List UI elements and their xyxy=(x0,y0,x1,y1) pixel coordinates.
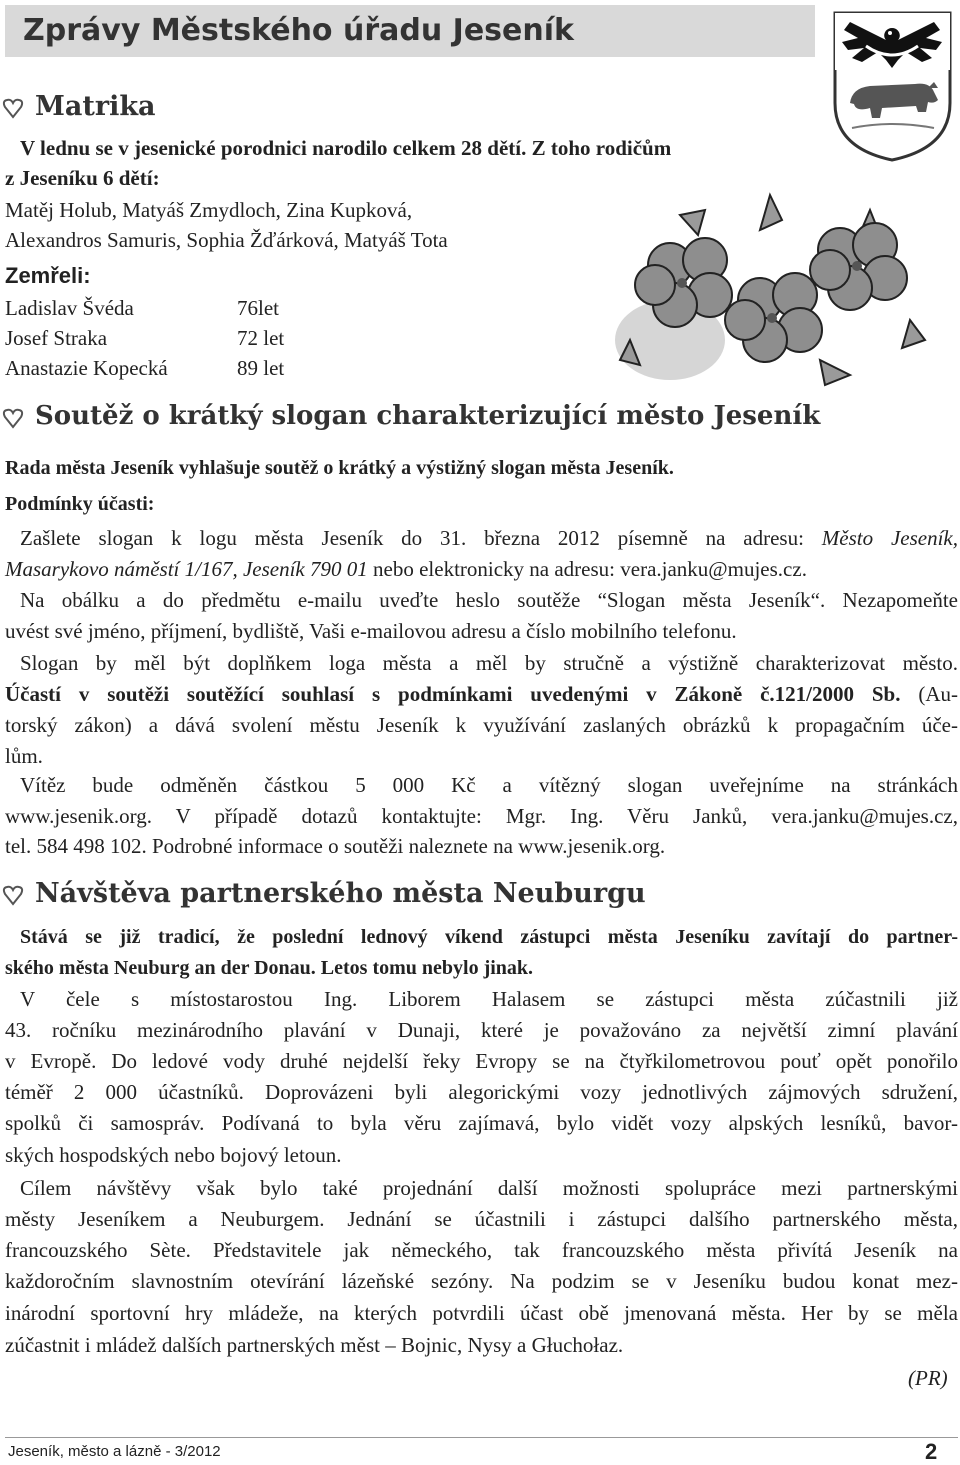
visit-lead-line: Stává se již tradicí, že poslední lednový víkend zástupci města Jeseníku zavítají do partner- xyxy=(20,926,958,948)
deceased-age: 89 let xyxy=(237,356,285,380)
contest-text-line: uvést své jméno, příjmení, bydliště, Vaši e-mailovou adresu a číslo mobilního telefonu. xyxy=(5,619,737,643)
newborns-names-line: Matěj Holub, Matyáš Zmydloch, Zina Kupková, xyxy=(5,198,413,222)
deceased-name: Ladislav Švéda xyxy=(5,296,134,320)
visit-text-line: zúčastnit i mládež dalších partnerských měst – Bojnic, Nysy a Głuchołaz. xyxy=(5,1333,624,1357)
contest-text-line: www.jesenik.org. V případě dotazů kontaktujte: Mgr. Ing. Věru Janků, vera.janku@mujes.cz, xyxy=(5,804,958,828)
deceased-age: 76let xyxy=(237,296,279,320)
flowers-illustration xyxy=(610,190,930,390)
conditions-label: Podmínky účasti: xyxy=(5,493,155,515)
contest-text-line: Na obálku a do předmětu e-mailu uveďte heslo soutěže “Slogan města Jeseník“. Nezapomeňte xyxy=(20,588,958,612)
section-title-visit: Návštěva partnerského města Neuburgu xyxy=(35,878,646,909)
deceased-name: Josef Straka xyxy=(5,326,108,350)
visit-text-line: ských hospodských nebo bojový letoun. xyxy=(5,1143,342,1167)
contest-text-line: lům. xyxy=(5,744,43,768)
section-title-matrika: Matrika xyxy=(35,91,156,122)
deceased-name: Anastazie Kopecká xyxy=(5,356,168,380)
heart-bullet-icon xyxy=(2,407,24,429)
jesenik-coat-of-arms xyxy=(830,8,955,163)
visit-lead-line: ského města Neuburg an der Donau. Letos tomu nebylo jinak. xyxy=(5,957,534,979)
visit-text-line: spolků či samospráv. Podívaná to byla věru zajímavá, bylo vidět vozy alpských lesníků, bavor- xyxy=(5,1111,958,1135)
contest-text-line: torský zákon) a dává svolení městu Jeseník k využívání zaslaných obrázků k propagačním úče- xyxy=(5,713,958,737)
matrika-intro-line: z Jeseníku 6 dětí: xyxy=(5,166,160,190)
contest-text-line: Masarykovo náměstí 1/167, Jeseník 790 01 nebo elektronicky na adresu: vera.janku@mujes.cz. xyxy=(5,557,807,581)
contest-lead: Rada města Jeseník vyhlašuje soutěž o krátký a výstižný slogan města Jeseník. xyxy=(5,457,674,479)
visit-text-line: inárodní sportovní hry mládeže, na kterých potvrdili účast obě jmenovaná města. Her by se měla xyxy=(5,1301,958,1325)
footer-publication: Jeseník, město a lázně - 3/2012 xyxy=(8,1443,221,1460)
heart-bullet-icon xyxy=(2,97,24,119)
deceased-age: 72 let xyxy=(237,326,285,350)
contest-text-line: tel. 584 498 102. Podrobné informace o soutěži naleznete na www.jesenik.org. xyxy=(5,834,666,858)
contest-text-line: Slogan by měl být doplňkem loga města a měl by stručně a výstižně charakterizovat město. xyxy=(20,651,958,675)
visit-text-line: francouzského Sète. Představitele jak německého, tak francouzského města přivítá Jeseník na xyxy=(5,1238,958,1262)
contest-text-line: Zašlete slogan k logu města Jeseník do 31. března 2012 písemně na adresu: Město Jeseník, xyxy=(20,526,958,550)
visit-text-line: Cílem návštěvy však bylo také projednání další možnosti spolupráce mezi partnerskými xyxy=(20,1176,958,1200)
newborns-names-line: Alexandros Samuris, Sophia Žďárková, Matyáš Tota xyxy=(5,228,448,252)
visit-text-line: 43. ročníku mezinárodního plavání v Dunaji, které je považováno za největší zimní plavání xyxy=(5,1018,958,1042)
matrika-intro-line: V lednu se v jesenické porodnici narodilo celkem 28 dětí. Z toho rodičům xyxy=(20,136,672,160)
heart-bullet-icon xyxy=(2,884,24,906)
visit-text-line: téměř 2 000 účastníků. Doprovázeni byli alegorickými vozy jednotlivých zájmových sdružení, xyxy=(5,1080,958,1104)
page-title: Zprávy Městského úřadu Jeseník xyxy=(23,13,574,48)
footer-divider xyxy=(5,1437,958,1438)
visit-text-line: V čele s místostarostou Ing. Liborem Halasem se zástupci města zúčastnili již xyxy=(20,987,958,1011)
contest-text-line: Účastí v soutěži soutěžící souhlasí s podmínkami uvedenými v Zákoně č.121/2000 Sb. (Au- xyxy=(5,682,959,706)
visit-text-line: v Evropě. Do ledové vody druhé nejdelší řeky Evropy se na čtyřkilometrovou pouť opět ponořilo xyxy=(5,1049,958,1073)
visit-text-line: každoročním slavnostním otevírání lázeňské sezóny. Na podzim se v Jeseníku budou konat mez- xyxy=(5,1269,958,1293)
deaths-label: Zemřeli: xyxy=(5,263,91,288)
header-bar xyxy=(5,5,815,57)
contest-text-line: Vítěz bude odměněn částkou 5 000 Kč a vítězný slogan uveřejníme na stránkách xyxy=(20,773,958,797)
page-number: 2 xyxy=(925,1439,938,1464)
visit-text-line: městy Jeseníkem a Neuburgem. Jednání se účastnili i zástupci dalšího partnerského města, xyxy=(5,1207,958,1231)
author-signature: (PR) xyxy=(908,1366,948,1390)
section-title-contest: Soutěž o krátký slogan charakterizující město Jeseník xyxy=(35,401,821,431)
